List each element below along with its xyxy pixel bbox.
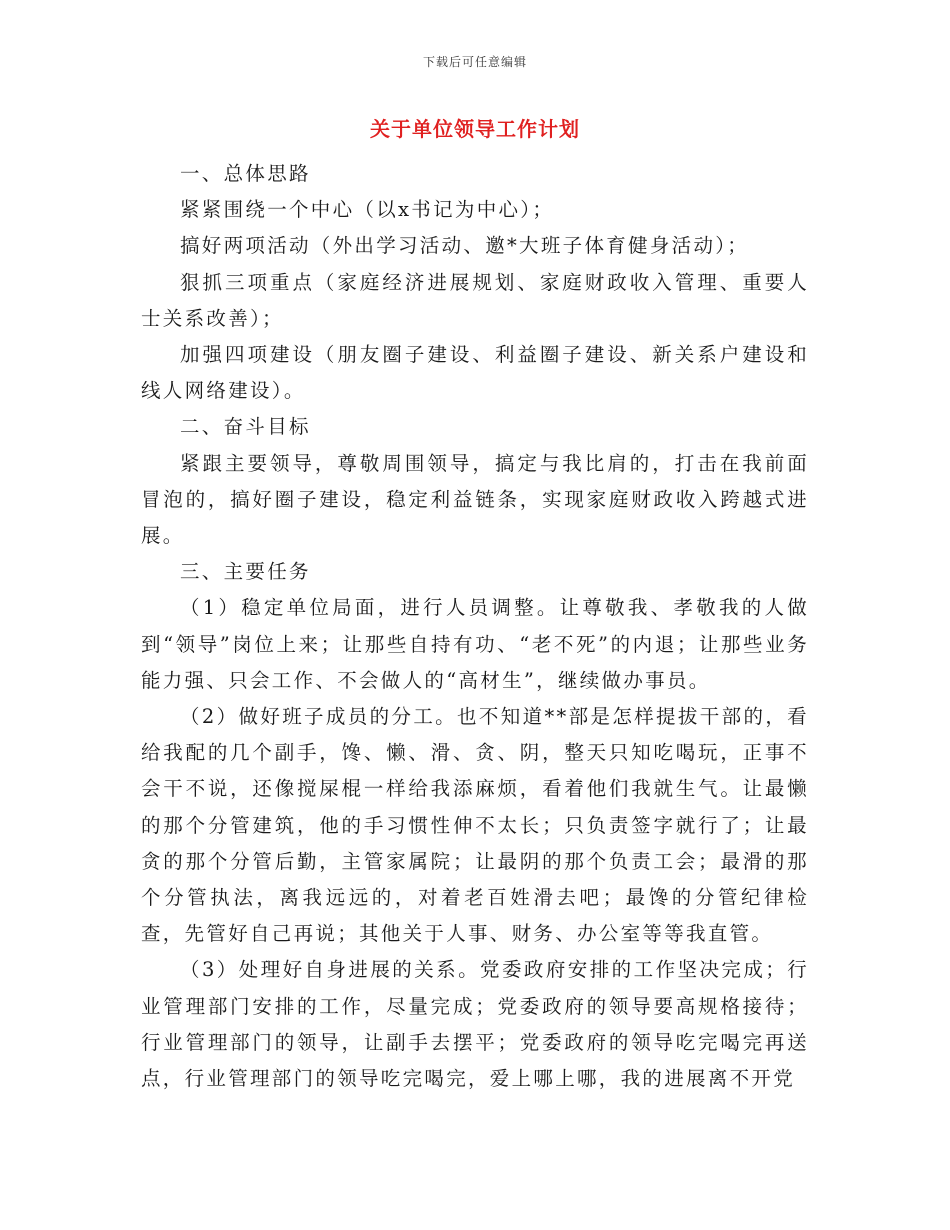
paragraph: （2）做好班子成员的分工。也不知道**部是怎样提拔干部的，看给我配的几个副手，馋、懒、滑、贪、阴，整天只知吃喝玩，正事不会干不说，还像搅屎棍一样给我添麻烦，看着他们我就生气。让最懒的那个分管建筑，他的手习惯性伸不太长；只负责签字就行了；让最贪的那个分管后勤，主管家属院；让最阴的那个负责工会；最滑的那个分管执法，离我远远的，对着老百姓滑去吧；最馋的分管纪律检查，先管好自己再说；其他关于人事、财务、办公室等等我直管。 [141, 705, 809, 946]
paragraph: （1）稳定单位局面，进行人员调整。让尊敬我、孝敬我的人做到“领导”岗位上来；让那些自持有功、“老不死”的内退；让那些业务能力强、只会工作、不会做人的“高材生”，继续做办事员。 [141, 596, 809, 692]
section-heading-overall: 一、总体思路 [180, 162, 311, 185]
section-heading-goals: 二、奋斗目标 [180, 415, 311, 439]
paragraph: 紧跟主要领导，尊敬周围领导，搞定与我比肩的，打击在我前面冒泡的，搞好圈子建设，稳定利益链条，实现家庭财政收入跨越式进展。 [141, 451, 809, 548]
paragraph: 狠抓三项重点（家庭经济进展规划、家庭财政收入管理、重要人士关系改善）； [141, 270, 809, 330]
header-note: 下载后可任意编辑 [422, 55, 527, 69]
paragraph: 紧紧围绕一个中心（以x书记为中心）； [180, 198, 555, 222]
section-heading-tasks: 三、主要任务 [180, 560, 311, 584]
document-body [141, 156, 809, 1097]
document-title: 关于单位领导工作计划 [370, 117, 580, 141]
paragraph: 搞好两项活动（外出学习活动、邀*大班子体育健身活动）； [180, 234, 750, 258]
paragraph: 加强四项建设（朋友圈子建设、利益圈子建设、新关系户建设和线人网络建设）。 [141, 343, 809, 403]
paragraph: （3）处理好自身进展的关系。党委政府安排的工作坚决完成；行业管理部门安排的工作，尽量完成；党委政府的领导要高规格接待；行业管理部门的领导，让副手去摆平；党委政府的领导吃完喝完再送点，行业管理部门的领导吃完喝完，爱上哪上哪，我的进展离不开党 [141, 958, 809, 1091]
